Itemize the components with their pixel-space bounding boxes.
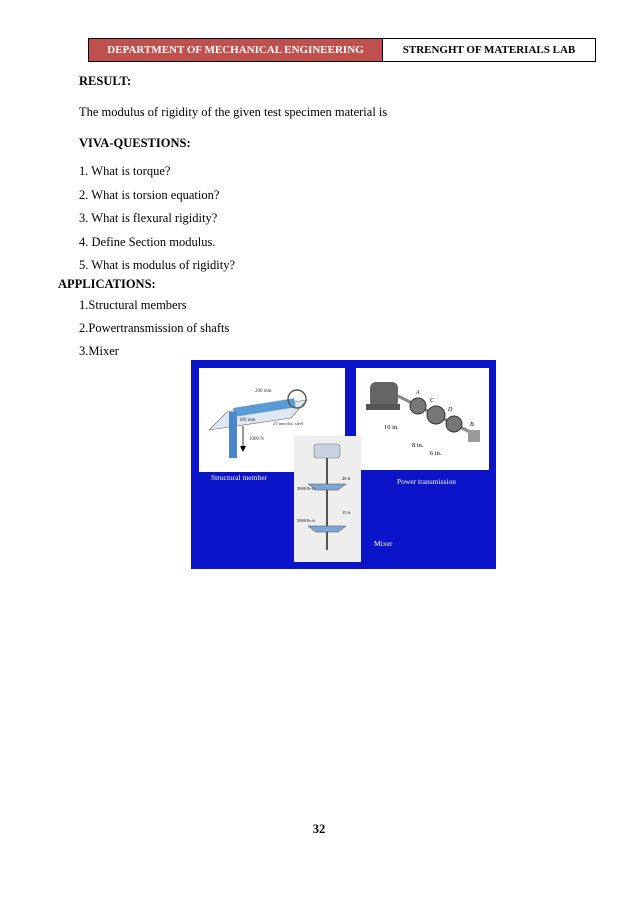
viva-question-3: 3. What is flexural rigidity? [79, 211, 218, 225]
dim-20ft: 20 ft [342, 476, 351, 481]
gear-label-b: B [470, 422, 474, 428]
application-item-2: 2.Powertransmission of shafts [79, 321, 230, 335]
department-title: DEPARTMENT OF MECHANICAL ENGINEERING [89, 39, 383, 61]
application-item-3: 3.Mixer [79, 344, 119, 358]
viva-question-2: 2. What is torsion equation? [79, 188, 220, 202]
mixer-drawing [294, 436, 361, 562]
label-mixer: Mixer [374, 539, 393, 548]
viva-question-1: 1. What is torque? [79, 164, 171, 178]
dim-10in: 10 in. [384, 424, 399, 431]
mixer-panel [294, 436, 361, 562]
dim-15ft: 15 ft [342, 510, 351, 515]
label-structural-member: Structural member [211, 473, 268, 482]
torque-3000: 3000 lb·ft [297, 486, 315, 491]
applications-heading: APPLICATIONS: [58, 277, 156, 291]
dim-steel: 25 mm-dia. steel [273, 421, 304, 426]
application-item-1: 1.Structural members [79, 298, 187, 312]
dim-6in: 6 in. [430, 450, 442, 457]
power-transmission-drawing [356, 368, 489, 470]
result-heading: RESULT: [79, 74, 132, 88]
viva-heading: VIVA-QUESTIONS: [79, 136, 191, 150]
result-text: The modulus of rigidity of the given test specimen material is [79, 105, 388, 119]
page-number: 32 [312, 822, 326, 836]
dim-200mm: 200 mm [255, 389, 272, 394]
page-header [88, 38, 596, 62]
lab-title: STRENGHT OF MATERIALS LAB [402, 44, 576, 56]
label-power-transmission: Power transmission [397, 477, 456, 486]
gear-label-a: A [416, 390, 420, 396]
applications-figure [191, 360, 496, 569]
torque-5000: 5000 lb·ft [297, 518, 315, 523]
power-transmission-panel [356, 368, 489, 470]
viva-question-4: 4. Define Section modulus. [79, 235, 216, 249]
gear-label-d: D [448, 407, 453, 413]
viva-question-5: 5. What is modulus of rigidity? [79, 258, 236, 272]
dim-force: 1000 N [249, 437, 264, 442]
dim-8in: 8 in. [412, 442, 424, 449]
dim-100mm: 100 mm [239, 418, 256, 423]
gear-label-c: C [430, 398, 435, 404]
